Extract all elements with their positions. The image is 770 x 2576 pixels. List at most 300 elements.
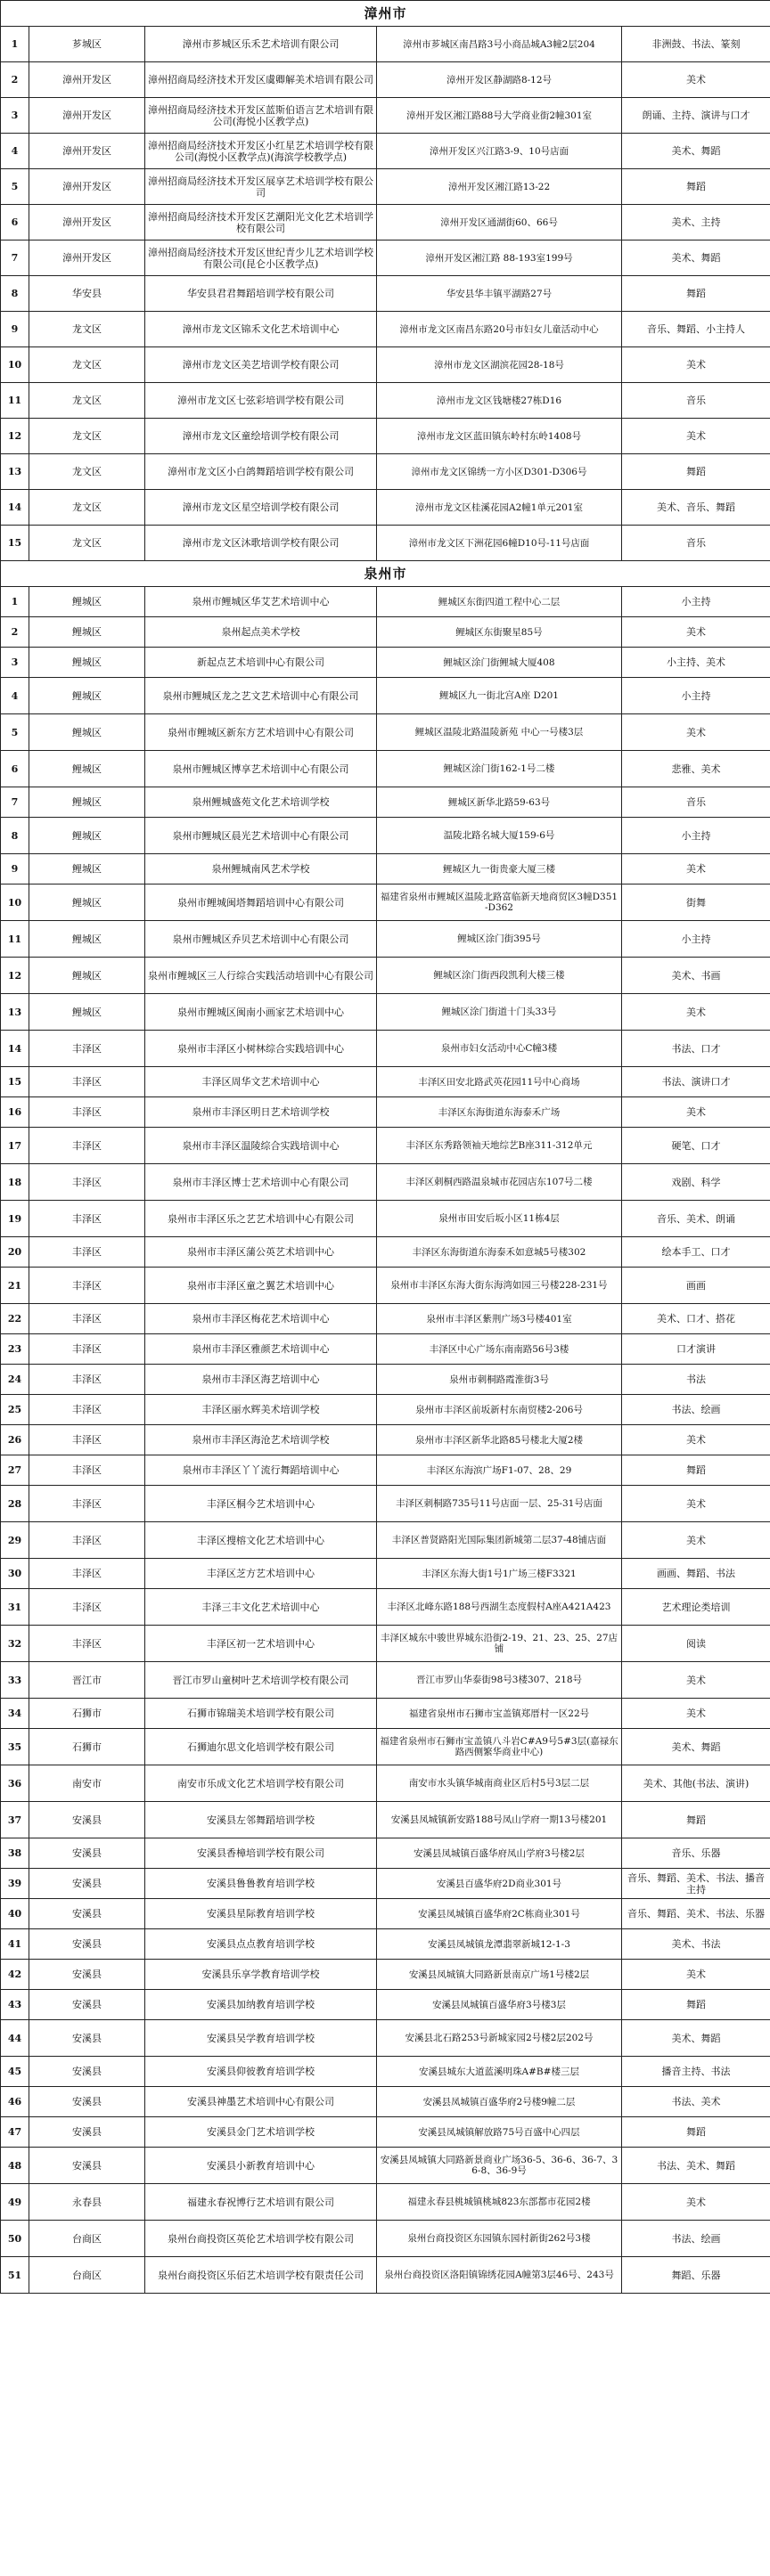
district-cell: 漳州开发区 [29,240,145,276]
district-cell: 石狮市 [29,1699,145,1729]
row-number: 31 [1,1589,29,1626]
institution-name-cell: 泉州市鲤城区晨光艺术培训中心有限公司 [145,818,377,854]
address-cell: 漳州开发区通湖街60、66号 [377,205,622,240]
table-row [1,1869,770,1899]
district-cell: 鲤城区 [29,751,145,787]
address-cell: 漳州开发区湘江路13-22 [377,169,622,205]
district-cell: 丰泽区 [29,1164,145,1201]
subjects-cell: 美术、音乐、舞蹈 [622,490,770,526]
table-row [1,1067,770,1097]
table-row [1,2257,770,2294]
table-row [1,419,770,454]
address-cell: 鲤城区涂门街西段凯利大楼三楼 [377,958,622,994]
subjects-cell: 小主持 [622,587,770,617]
institution-name-cell: 泉州市丰泽区丫丫流行舞蹈培训中心 [145,1455,377,1486]
row-number: 24 [1,1365,29,1395]
district-cell: 安溪县 [29,1802,145,1838]
institution-name-cell: 泉州市丰泽区博士艺术培训中心有限公司 [145,1164,377,1201]
institution-name-cell: 新起点艺术培训中心有限公司 [145,648,377,678]
table-row [1,62,770,98]
row-number: 16 [1,1097,29,1128]
subjects-cell: 小主持 [622,678,770,714]
row-number: 36 [1,1765,29,1802]
address-cell: 安溪县凤城镇大同路新景南京广场1号楼2层 [377,1960,622,1990]
subjects-cell: 美术 [622,1486,770,1522]
institution-name-cell: 漳州市龙文区锦禾文化艺术培训中心 [145,312,377,347]
district-cell: 鲤城区 [29,648,145,678]
row-number: 2 [1,617,29,648]
address-cell: 安溪县城东大道蓝溪明珠A#B#楼三层 [377,2057,622,2087]
table-row [1,2148,770,2184]
district-cell: 丰泽区 [29,1365,145,1395]
address-cell: 南安市水头镇华城南商业区后村5号3层二层 [377,1765,622,1802]
subjects-cell: 音乐 [622,526,770,561]
district-cell: 丰泽区 [29,1334,145,1365]
address-cell: 晋江市罗山华泰街98号3楼307、218号 [377,1662,622,1699]
section-title: 泉州市 [1,561,770,587]
district-cell: 鲤城区 [29,884,145,921]
district-cell: 鲤城区 [29,714,145,751]
district-cell: 丰泽区 [29,1425,145,1455]
institution-name-cell: 安溪县加纳教育培训学校 [145,1990,377,2020]
table-row [1,884,770,921]
institution-name-cell: 泉州起点美术学校 [145,617,377,648]
table-row [1,2221,770,2257]
section-header [1,1,770,27]
table-row [1,1455,770,1486]
row-number: 50 [1,2221,29,2257]
district-cell: 安溪县 [29,1869,145,1899]
district-cell: 安溪县 [29,2057,145,2087]
address-cell: 鲤城区温陵北路温陵新苑 中心一号楼3层 [377,714,622,751]
row-number: 45 [1,2057,29,2087]
row-number: 48 [1,2148,29,2184]
subjects-cell: 戏剧、科学 [622,1164,770,1201]
district-cell: 鲤城区 [29,854,145,884]
address-cell: 华安县华丰镇平湖路27号 [377,276,622,312]
institution-name-cell: 泉州台商投资区英伦艺术培训学校有限公司 [145,2221,377,2257]
table-row [1,1729,770,1765]
row-number: 26 [1,1425,29,1455]
row-number: 4 [1,678,29,714]
row-number: 12 [1,958,29,994]
table-row [1,1589,770,1626]
district-cell: 丰泽区 [29,1626,145,1662]
subjects-cell: 美术 [622,1522,770,1559]
row-number: 47 [1,2117,29,2148]
row-number: 2 [1,62,29,98]
institution-name-cell: 安溪县点点教育培训学校 [145,1929,377,1960]
district-cell: 鲤城区 [29,787,145,818]
table-row [1,2117,770,2148]
subjects-cell: 小主持、美术 [622,648,770,678]
institution-name-cell: 丰泽区芝方艺术培训中心 [145,1559,377,1589]
table-row [1,1365,770,1395]
row-number: 22 [1,1304,29,1334]
table-row [1,27,770,62]
row-number: 49 [1,2184,29,2221]
subjects-cell: 舞蹈 [622,169,770,205]
institution-name-cell: 漳州市龙文区小白鸽舞蹈培训学校有限公司 [145,454,377,490]
row-number: 5 [1,714,29,751]
institution-name-cell: 泉州市丰泽区雅颜艺术培训中心 [145,1334,377,1365]
subjects-cell: 舞蹈 [622,1455,770,1486]
institution-name-cell: 泉州市丰泽区海沧艺术培训学校 [145,1425,377,1455]
table-row [1,958,770,994]
institution-name-cell: 泉州市丰泽区明日艺术培训学校 [145,1097,377,1128]
district-cell: 漳州开发区 [29,62,145,98]
row-number: 14 [1,1031,29,1067]
district-cell: 安溪县 [29,2020,145,2057]
table-row [1,526,770,561]
row-number: 1 [1,27,29,62]
institution-name-cell: 泉州鲤城盛苑文化艺术培训学校 [145,787,377,818]
subjects-cell: 音乐、美术、朗诵 [622,1201,770,1237]
row-number: 11 [1,921,29,958]
address-cell: 福建省泉州市鲤城区温陵北路富临新天地商贸区3幢D351-D362 [377,884,622,921]
institution-name-cell: 漳州市龙文区沐歌培训学校有限公司 [145,526,377,561]
district-cell: 龙文区 [29,454,145,490]
address-cell: 鲤城区涂门街道十门头33号 [377,994,622,1031]
institution-name-cell: 漳州招商局经济技术开发区世纪青少儿艺术培训学校有限公司(昆仑小区教学点) [145,240,377,276]
subjects-cell: 音乐 [622,787,770,818]
district-cell: 丰泽区 [29,1304,145,1334]
row-number: 27 [1,1455,29,1486]
institution-name-cell: 漳州市龙文区星空培训学校有限公司 [145,490,377,526]
address-cell: 泉州市妇女活动中心C幢3楼 [377,1031,622,1067]
row-number: 18 [1,1164,29,1201]
address-cell: 福建省泉州市石狮市宝盖镇八斗岩C#A9号5#3层(嘉禄东路西侧繁华商业中心) [377,1729,622,1765]
subjects-cell: 美术、舞蹈 [622,1729,770,1765]
address-cell: 丰泽区东秀路领袖天地综艺B座311-312单元 [377,1128,622,1164]
address-cell: 丰泽区中心广场东南南路56号3楼 [377,1334,622,1365]
row-number: 19 [1,1201,29,1237]
institution-name-cell: 漳州招商局经济技术开发区展享艺术培训学校有限公司 [145,169,377,205]
institution-name-cell: 泉州市鲤城区闽南小画家艺术培训中心 [145,994,377,1031]
row-number: 35 [1,1729,29,1765]
address-cell: 丰泽区城东中骏世界城东沿街2-19、21、23、25、27店铺 [377,1626,622,1662]
table-row [1,617,770,648]
subjects-cell: 舞蹈 [622,276,770,312]
institution-name-cell: 漳州招商局经济技术开发区虞卿解美术培训有限公司 [145,62,377,98]
institution-name-cell: 安溪县星际教育培训学校 [145,1899,377,1929]
table-row [1,1201,770,1237]
institution-name-cell: 丰泽区丽水辉美术培训学校 [145,1395,377,1425]
table-row [1,312,770,347]
district-cell: 漳州开发区 [29,205,145,240]
table-row [1,454,770,490]
subjects-cell: 书法、绘画 [622,1395,770,1425]
institution-name-cell: 泉州市鲤城闽塔舞蹈培训中心有限公司 [145,884,377,921]
table-row [1,2020,770,2057]
row-number: 6 [1,205,29,240]
district-cell: 鲤城区 [29,818,145,854]
institution-name-cell: 丰泽三丰文化艺术培训中心 [145,1589,377,1626]
district-cell: 鲤城区 [29,921,145,958]
row-number: 5 [1,169,29,205]
district-cell: 漳州开发区 [29,134,145,169]
district-cell: 鲤城区 [29,587,145,617]
district-cell: 安溪县 [29,1838,145,1869]
address-cell: 鲤城区九一街贵豪大厦三楼 [377,854,622,884]
section-header [1,561,770,587]
table-row [1,205,770,240]
institution-name-cell: 泉州市鲤城区三人行综合实践活动培训中心有限公司 [145,958,377,994]
address-cell: 安溪县百盛华府2D商业301号 [377,1869,622,1899]
row-number: 23 [1,1334,29,1365]
address-cell: 安溪县凤城镇大同路新景商业广场36-5、36-6、36-7、36-8、36-9号 [377,2148,622,2184]
institution-name-cell: 泉州市丰泽区小树林综合实践培训中心 [145,1031,377,1067]
row-number: 40 [1,1899,29,1929]
subjects-cell: 美术、口才、搭花 [622,1304,770,1334]
row-number: 7 [1,240,29,276]
table-row [1,1522,770,1559]
institution-name-cell: 泉州市鲤城区龙之艺文艺术培训中心有限公司 [145,678,377,714]
subjects-cell: 美术、舞蹈 [622,240,770,276]
district-cell: 丰泽区 [29,1589,145,1626]
row-number: 42 [1,1960,29,1990]
subjects-cell: 美术 [622,2184,770,2221]
subjects-cell: 画画、舞蹈、书法 [622,1559,770,1589]
table-row [1,276,770,312]
table-row [1,1838,770,1869]
institution-name-cell: 泉州市丰泽区梅花艺术培训中心 [145,1304,377,1334]
table-row [1,1486,770,1522]
table-row [1,2057,770,2087]
institution-name-cell: 泉州市鲤城区博享艺术培训中心有限公司 [145,751,377,787]
institution-name-cell: 漳州市龙文区七弦彩培训学校有限公司 [145,383,377,419]
row-number: 15 [1,1067,29,1097]
institution-name-cell: 华安县君君舞蹈培训学校有限公司 [145,276,377,312]
table-row [1,1699,770,1729]
institution-name-cell: 泉州市丰泽区海艺培训中心 [145,1365,377,1395]
institution-name-cell: 安溪县香樟培训学校有限公司 [145,1838,377,1869]
address-cell: 漳州开发区静湖路8-12号 [377,62,622,98]
district-cell: 丰泽区 [29,1201,145,1237]
address-cell: 丰泽区田安北路武英花园11号中心商场 [377,1067,622,1097]
row-number: 32 [1,1626,29,1662]
address-cell: 鲤城区涂门街162-1号二楼 [377,751,622,787]
address-cell: 鲤城区东街聚星85号 [377,617,622,648]
subjects-cell: 美术、其他(书法、演讲) [622,1765,770,1802]
institution-name-cell: 漳州市芗城区乐禾艺术培训有限公司 [145,27,377,62]
subjects-cell: 硬笔、口才 [622,1128,770,1164]
institution-name-cell: 安溪县金门艺术培训学校 [145,2117,377,2148]
institution-name-cell: 泉州市丰泽区蒲公英艺术培训中心 [145,1237,377,1268]
address-cell: 温陵北路名城大厦159-6号 [377,818,622,854]
address-cell: 漳州市龙文区南昌东路20号市妇女儿童活动中心 [377,312,622,347]
district-cell: 安溪县 [29,2117,145,2148]
table-row [1,1626,770,1662]
table-row [1,240,770,276]
table-row [1,1559,770,1589]
institution-name-cell: 安溪县仰彼教育培训学校 [145,2057,377,2087]
subjects-cell: 书法、美术、舞蹈 [622,2148,770,2184]
district-cell: 丰泽区 [29,1097,145,1128]
section-title: 漳州市 [1,1,770,27]
subjects-cell: 播音主持、书法 [622,2057,770,2087]
table-row [1,751,770,787]
district-cell: 晋江市 [29,1662,145,1699]
row-number: 4 [1,134,29,169]
district-cell: 丰泽区 [29,1031,145,1067]
address-cell: 安溪县凤城镇百盛华府2C栋商业301号 [377,1899,622,1929]
row-number: 14 [1,490,29,526]
district-cell: 石狮市 [29,1729,145,1765]
table-row [1,1802,770,1838]
row-number: 12 [1,419,29,454]
row-number: 39 [1,1869,29,1899]
table-row [1,1395,770,1425]
table-row [1,994,770,1031]
institution-name-cell: 石狮市锦瑞美术培训学校有限公司 [145,1699,377,1729]
address-cell: 丰泽区东海滨广场F1-07、28、29 [377,1455,622,1486]
district-cell: 南安市 [29,1765,145,1802]
table-row [1,921,770,958]
table-row [1,1164,770,1201]
district-cell: 龙文区 [29,490,145,526]
subjects-cell: 美术 [622,854,770,884]
subjects-cell: 书法 [622,1365,770,1395]
address-cell: 泉州市刺桐路霞淮街3号 [377,1365,622,1395]
institution-name-cell: 泉州台商投资区乐佰艺术培训学校有限责任公司 [145,2257,377,2294]
table-row [1,1929,770,1960]
institution-name-cell: 漳州市龙文区童绘培训学校有限公司 [145,419,377,454]
subjects-cell: 音乐、舞蹈、美术、书法、乐器 [622,1899,770,1929]
address-cell: 鲤城区涂门街鲤城大厦408 [377,648,622,678]
subjects-cell: 美术 [622,347,770,383]
address-cell: 泉州市丰泽区东海大街东海湾如园三号楼228-231号 [377,1268,622,1304]
row-number: 11 [1,383,29,419]
subjects-cell: 朗诵、主持、演讲与口才 [622,98,770,134]
table-row [1,648,770,678]
district-cell: 安溪县 [29,2087,145,2117]
subjects-cell: 音乐 [622,383,770,419]
table-row [1,1662,770,1699]
institution-name-cell: 丰泽区桐今艺术培训中心 [145,1486,377,1522]
table-row [1,787,770,818]
subjects-cell: 美术 [622,62,770,98]
district-cell: 芗城区 [29,27,145,62]
district-cell: 丰泽区 [29,1486,145,1522]
institution-name-cell: 漳州招商局经济技术开发区艺潮阳光文化艺术培训学校有限公司 [145,205,377,240]
subjects-cell: 音乐、舞蹈、美术、书法、播音主持 [622,1869,770,1899]
district-cell: 安溪县 [29,1929,145,1960]
subjects-cell: 非洲鼓、书法、篆刻 [622,27,770,62]
row-number: 3 [1,98,29,134]
subjects-cell: 舞蹈 [622,454,770,490]
address-cell: 漳州市龙文区蓝田镇东岭村东岭1408号 [377,419,622,454]
table-row [1,1425,770,1455]
subjects-cell: 美术 [622,1960,770,1990]
subjects-cell: 舞蹈、乐器 [622,2257,770,2294]
address-cell: 漳州市龙文区湖滨花园28-18号 [377,347,622,383]
institution-name-cell: 安溪县神墨艺术培训中心有限公司 [145,2087,377,2117]
district-cell: 丰泽区 [29,1522,145,1559]
row-number: 28 [1,1486,29,1522]
row-number: 8 [1,276,29,312]
table-row [1,1031,770,1067]
institution-name-cell: 泉州市丰泽区温陵综合实践培训中心 [145,1128,377,1164]
address-cell: 漳州开发区兴江路3-9、10号店面 [377,134,622,169]
address-cell: 泉州市丰泽区紫荆广场3号楼401室 [377,1304,622,1334]
district-cell: 丰泽区 [29,1237,145,1268]
institution-name-cell: 晋江市罗山童树叶艺术培训学校有限公司 [145,1662,377,1699]
address-cell: 丰泽区普贤路阳光国际集团新城第二层37-48铺店面 [377,1522,622,1559]
institution-name-cell: 石狮迪尔思文化培训学校有限公司 [145,1729,377,1765]
district-cell: 漳州开发区 [29,169,145,205]
subjects-cell: 绘本手工、口才 [622,1237,770,1268]
address-cell: 鲤城区涂门街395号 [377,921,622,958]
district-cell: 安溪县 [29,2148,145,2184]
subjects-cell: 悲雅、美术 [622,751,770,787]
address-cell: 安溪县凤城镇解放路75号百盛中心四层 [377,2117,622,2148]
subjects-cell: 美术 [622,419,770,454]
row-number: 9 [1,312,29,347]
institution-name-cell: 泉州市鲤城区新东方艺术培训中心有限公司 [145,714,377,751]
address-cell: 漳州开发区湘江路 88-193室199号 [377,240,622,276]
address-cell: 丰泽区东海街道东海泰禾如意城5号楼302 [377,1237,622,1268]
row-number: 41 [1,1929,29,1960]
table-row [1,587,770,617]
institution-name-cell: 漳州招商局经济技术开发区蓝斯伯语言艺术培训有限公司(海悦小区教学点) [145,98,377,134]
table-row [1,1990,770,2020]
district-cell: 丰泽区 [29,1067,145,1097]
subjects-cell: 书法、绘画 [622,2221,770,2257]
district-cell: 安溪县 [29,1899,145,1929]
table-row [1,134,770,169]
table-row [1,854,770,884]
district-cell: 丰泽区 [29,1455,145,1486]
row-number: 29 [1,1522,29,1559]
institution-name-cell: 安溪县吴学教育培训学校 [145,2020,377,2057]
institution-name-cell: 泉州市丰泽区乐之艺艺术培训中心有限公司 [145,1201,377,1237]
institution-name-cell: 漳州招商局经济技术开发区小红星艺术培训学校有限公司(海悦小区教学点)(海滨学校教学点) [145,134,377,169]
row-number: 34 [1,1699,29,1729]
district-cell: 台商区 [29,2257,145,2294]
address-cell: 丰泽区东海街道东海泰禾广场 [377,1097,622,1128]
table-row [1,2087,770,2117]
subjects-cell: 舞蹈 [622,1990,770,2020]
subjects-cell: 美术、书法 [622,1929,770,1960]
row-number: 8 [1,818,29,854]
address-cell: 安溪县北石路253号新城家园2号楼2层202号 [377,2020,622,2057]
subjects-cell: 美术 [622,994,770,1031]
address-cell: 泉州市丰泽区前坂新村东南贸楼2-206号 [377,1395,622,1425]
address-cell: 泉州台商投资区洛阳镇锦绣花园A幢第3层46号、243号 [377,2257,622,2294]
table-row [1,383,770,419]
district-cell: 永春县 [29,2184,145,2221]
address-cell: 漳州市龙文区桂溪花园A2幢1单元201室 [377,490,622,526]
table-row [1,1960,770,1990]
district-cell: 丰泽区 [29,1268,145,1304]
row-number: 10 [1,884,29,921]
district-cell: 鲤城区 [29,617,145,648]
row-number: 51 [1,2257,29,2294]
table-row [1,1334,770,1365]
table-row [1,1304,770,1334]
row-number: 21 [1,1268,29,1304]
district-cell: 台商区 [29,2221,145,2257]
subjects-cell: 美术 [622,1699,770,1729]
district-cell: 鲤城区 [29,994,145,1031]
address-cell: 丰泽区北峰东路188号西湖生态度假村A座A421A423 [377,1589,622,1626]
row-number: 13 [1,994,29,1031]
subjects-cell: 美术、书画 [622,958,770,994]
address-cell: 漳州市龙文区锦绣一方小区D301-D306号 [377,454,622,490]
row-number: 9 [1,854,29,884]
institution-name-cell: 安溪县左邻舞蹈培训学校 [145,1802,377,1838]
